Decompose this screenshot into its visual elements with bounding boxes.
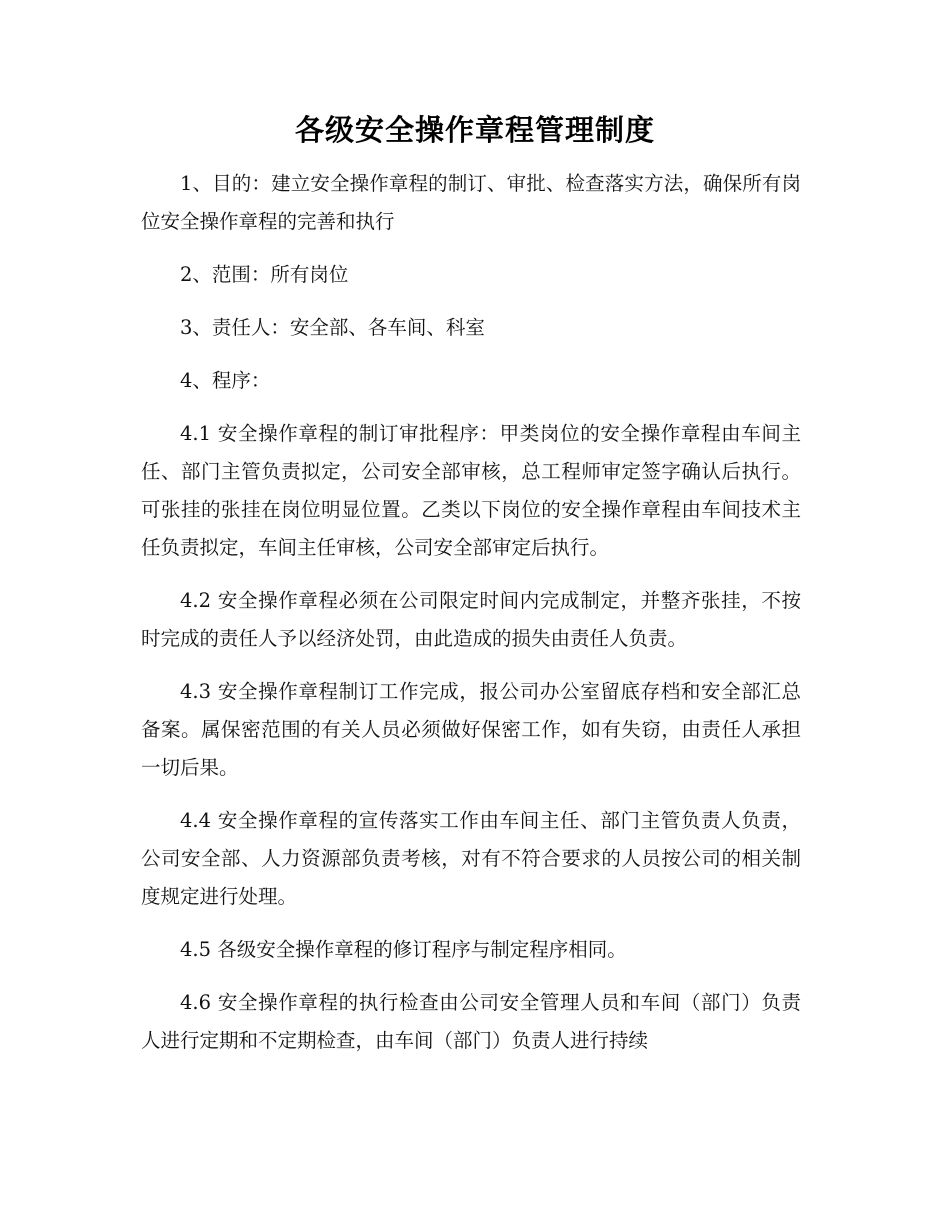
paragraph-responsible: 3、责任人：安全部、各车间、科室 — [180, 316, 485, 339]
paragraph-4-6: 4.6 安全操作章程的执行检查由公司安全管理人员和车间（部门）负责人进行定期和不定期检查，由车间（部门）负责人进行持续 — [141, 991, 801, 1052]
paragraph-purpose: 1、目的：建立安全操作章程的制订、审批、检查落实方法，确保所有岗位安全操作章程的完善和执行 — [141, 172, 801, 233]
paragraph-procedure-heading: 4、程序： — [180, 369, 271, 392]
paragraph-4-3: 4.3 安全操作章程制订工作完成，报公司办公室留底存档和安全部汇总备案。属保密范围的有关人员必须做好保密工作，如有失窃，由责任人承担一切后果。 — [141, 680, 801, 779]
document-body — [141, 165, 801, 1075]
paragraph-4-2: 4.2 安全操作章程必须在公司限定时间内完成制定，并整齐张挂，不按时完成的责任人予以经济处罚，由此造成的损失由责任人负责。 — [141, 589, 801, 650]
paragraph-scope: 2、范围：所有岗位 — [180, 263, 349, 286]
document-title: 各级安全操作章程管理制度 — [294, 113, 655, 147]
paragraph-4-5: 4.5 各级安全操作章程的修订程序与制定程序相同。 — [180, 938, 627, 961]
paragraph-4-4: 4.4 安全操作章程的宣传落实工作由车间主任、部门主管负责人负责，公司安全部、人力资源部负责考核，对有不符合要求的人员按公司的相关制度规定进行处理。 — [141, 809, 801, 908]
paragraph-4-1: 4.1 安全操作章程的制订审批程序：甲类岗位的安全操作章程由车间主任、部门主管负责拟定，公司安全部审核，总工程师审定签字确认后执行。可张挂的张挂在岗位明显位置。乙类以下岗位的安全操作章程由车间技术主任负责拟定，车间主任审核，公司安全部审定后执行。 — [141, 422, 801, 559]
